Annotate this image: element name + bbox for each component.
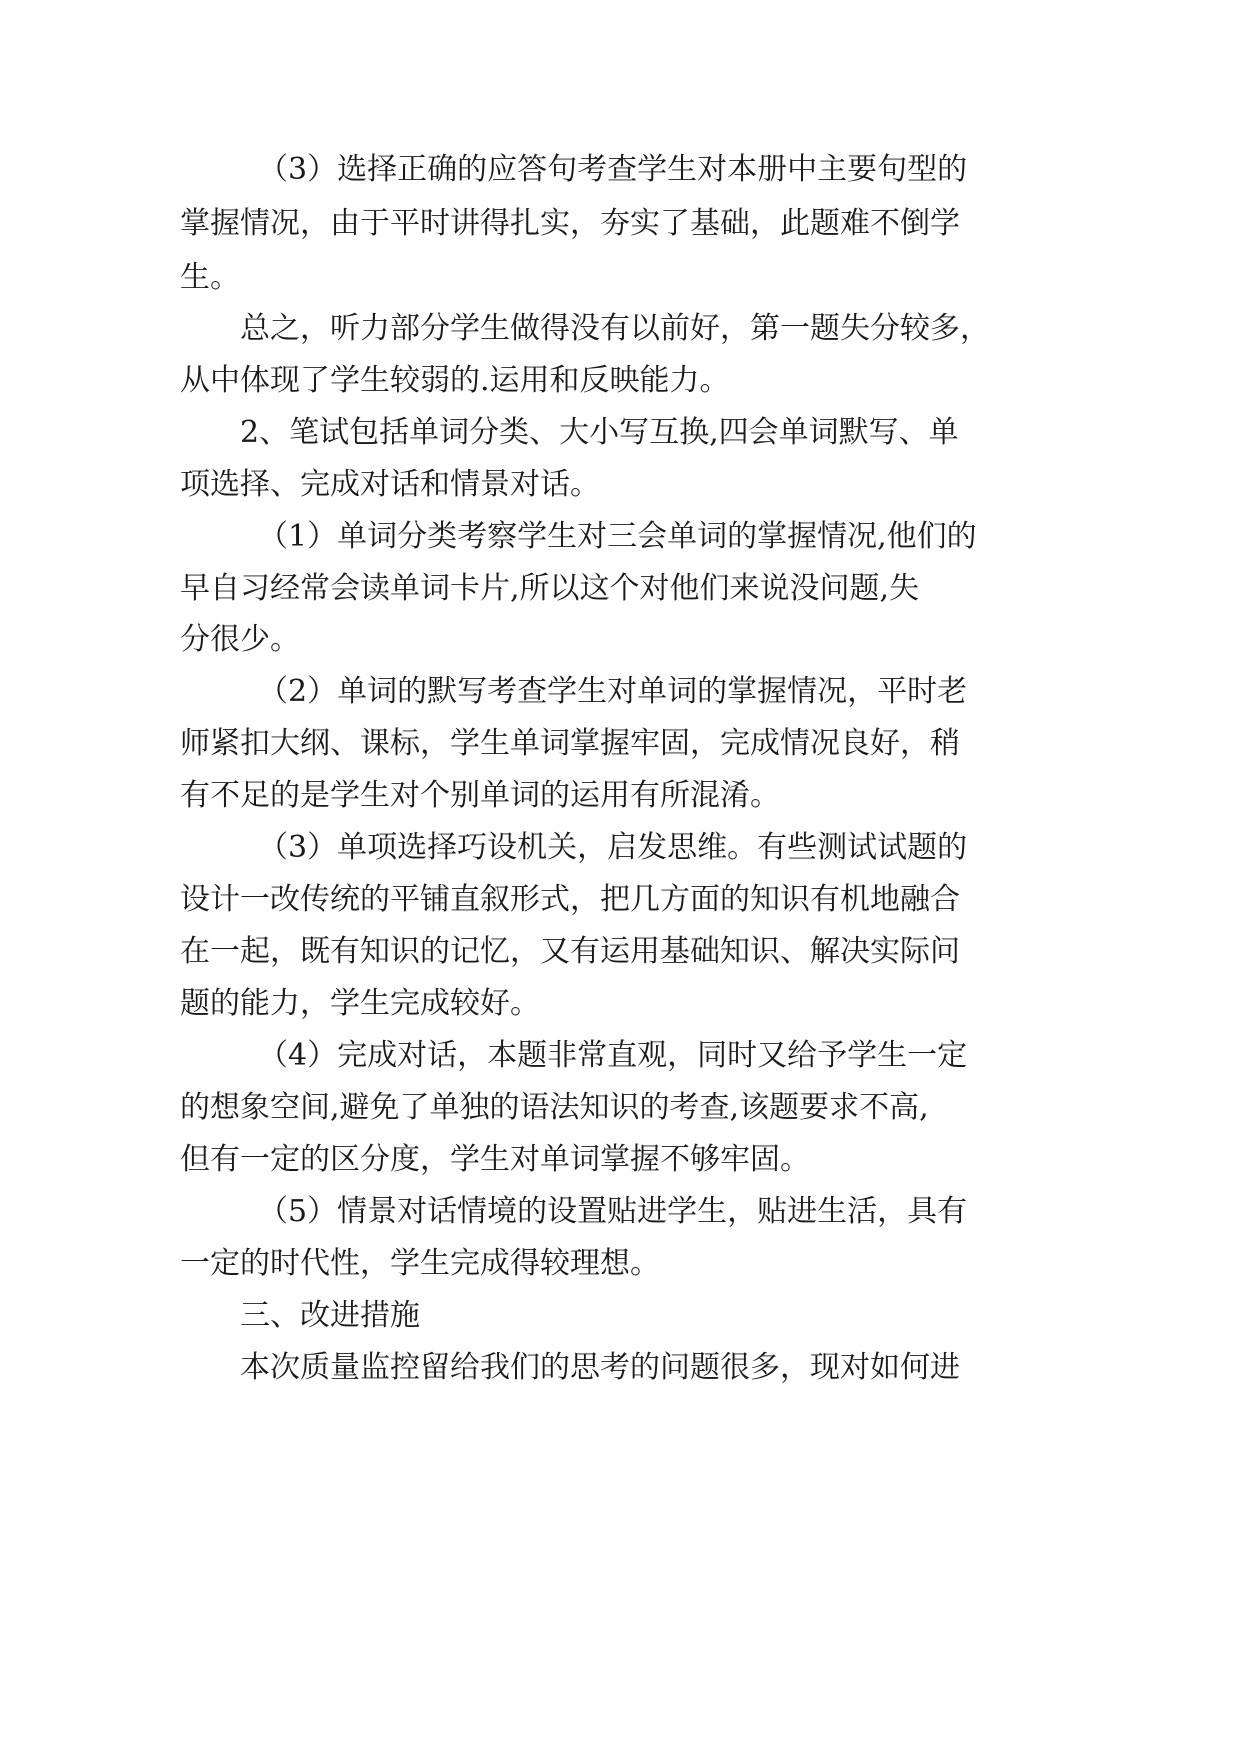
text-line: 一定的时代性，学生完成得较理想。 <box>180 1246 660 1281</box>
text-line: 掌握情况，由于平时讲得扎实，夯实了基础，此题难不倒学 <box>180 206 960 241</box>
text-line: 有不足的是学生对个别单词的运用有所混淆。 <box>180 778 780 813</box>
text-line: 设计一改传统的平铺直叙形式，把几方面的知识有机地融合 <box>180 882 960 917</box>
text-line: 2、笔试包括单词分类、大小写互换,四会单词默写、单 <box>240 415 959 450</box>
text-line: （3）单项选择巧设机关，启发思维。有些测试试题的 <box>258 830 968 865</box>
text-line: （4）完成对话，本题非常直观，同时又给予学生一定 <box>258 1038 968 1073</box>
text-line: 总之，听力部分学生做得没有以前好，第一题失分较多， <box>240 311 990 346</box>
section-heading: 三、改进措施 <box>240 1298 420 1333</box>
text-line: 生。 <box>180 260 240 295</box>
text-line: 分很少。 <box>180 622 300 657</box>
text-line: （1）单词分类考察学生对三会单词的掌握情况,他们的 <box>258 519 977 554</box>
text-line: 项选择、完成对话和情景对话。 <box>180 467 600 502</box>
text-line: 在一起，既有知识的记忆，又有运用基础知识、解决实际问 <box>180 934 960 969</box>
text-line: 师紧扣大纲、课标，学生单词掌握牢固，完成情况良好，稍 <box>180 726 960 761</box>
text-line: 但有一定的区分度，学生对单词掌握不够牢固。 <box>180 1142 810 1177</box>
text-line: 本次质量监控留给我们的思考的问题很多，现对如何进 <box>240 1350 960 1385</box>
text-line: 早自习经常会读单词卡片,所以这个对他们来说没问题,失 <box>180 571 920 606</box>
text-line: 题的能力，学生完成较好。 <box>180 986 540 1021</box>
text-line: 的想象空间,避免了单独的语法知识的考查,该题要求不高, <box>180 1090 929 1125</box>
text-line: （5）情景对话情境的设置贴进学生，贴进生活，具有 <box>258 1194 968 1229</box>
text-line: 从中体现了学生较弱的.运用和反映能力。 <box>180 363 730 398</box>
text-line: （3）选择正确的应答句考查学生对本册中主要句型的 <box>258 152 968 187</box>
text-line: （2）单词的默写考查学生对单词的掌握情况，平时老 <box>258 674 968 709</box>
